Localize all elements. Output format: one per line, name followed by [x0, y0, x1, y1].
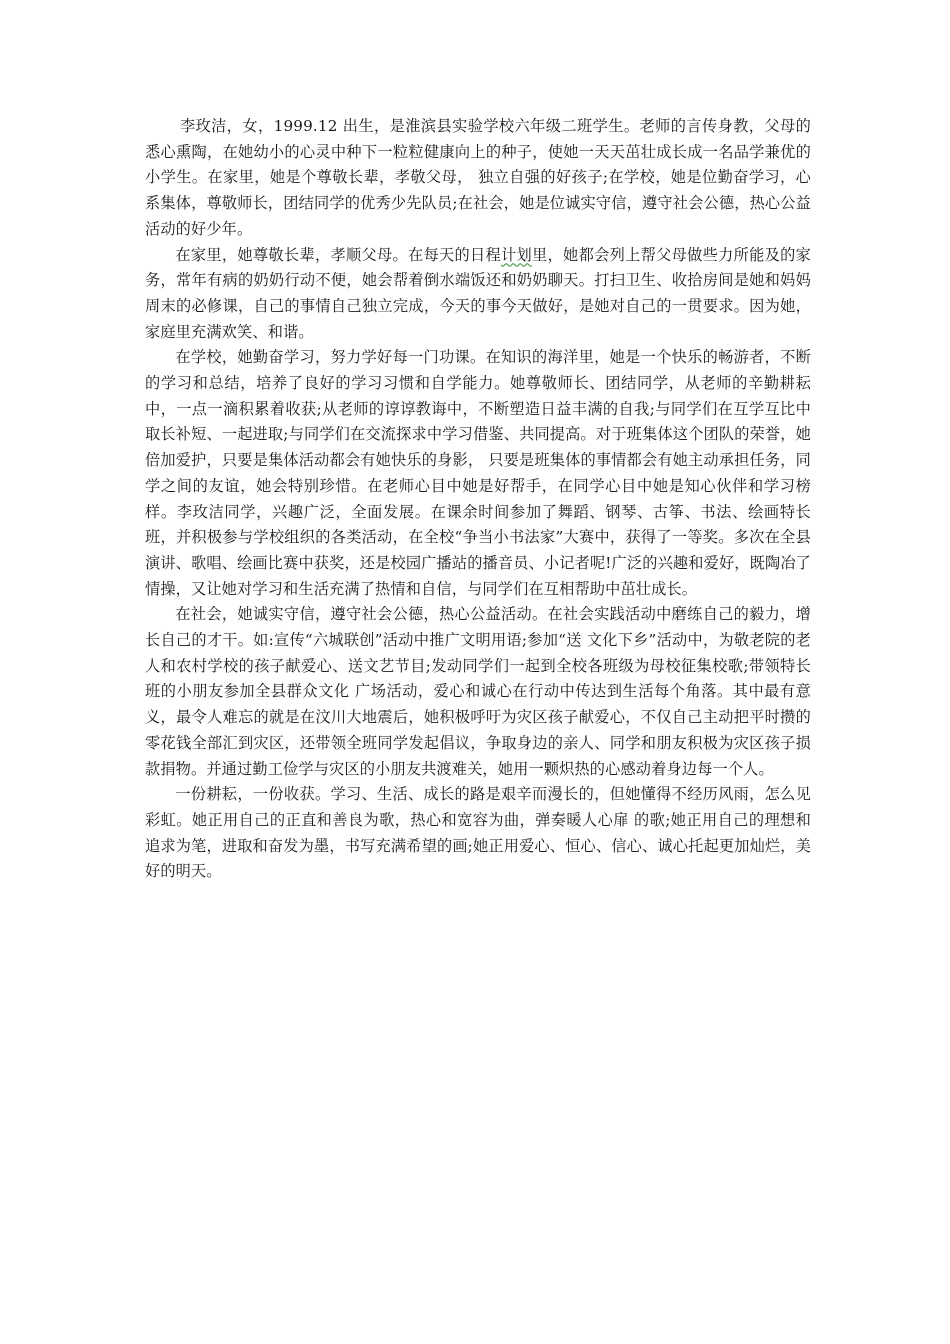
- paragraph-home: [145, 243, 811, 346]
- paragraph-conclusion: 一份耕耘，一份收获。学习、生活、成长的路是艰辛而漫长的，但她懂得不经历风雨，怎么见彩虹。她正用自己的正直和善良为歌，热心和宽容为曲，弹奏暖人心扉 的歌;她正用自己的理想和追求为笔，进取和奋发为墨，书写充满希望的画;她正用爱心、恒心、信心、诚心托起更加灿烂，美好的明天。: [145, 785, 811, 881]
- paragraph-intro: 李玫洁，女，1999.12 出生，是淮滨县实验学校六年级二班学生。老师的言传身教，父母的悉心熏陶，在她幼小的心灵中种下一粒粒健康向上的种子，使她一天天茁壮成长成一名品学兼优的小学生。在家里，她是个尊敬长辈，孝敬父母， 独立自强的好孩子;在学校，她是位勤奋学习，心系集体，尊敬师长，团结同学的优秀少先队员;在社会，她是位诚实守信，遵守社会公德，热心公益活动的好少年。: [145, 117, 811, 238]
- paragraph-home-text-after: 里，她都会列上帮父母做些力所能及的家务，常年有病的奶奶行动不便，她会帮着倒水端饭还和奶奶聊天。打扫卫生、收拾房间是她和妈妈周末的必修课，自己的事情自己独立完成，今天的事今天做好，是她对自己的一贯要求。因为她，家庭里充满欢笑、和谐。: [145, 245, 811, 341]
- paragraph-society: 在社会，她诚实守信，遵守社会公德，热心公益活动。在社会实践活动中磨练自己的毅力，增长自己的才干。如:宣传“六城联创”活动中推广文明用语;参加“送 文化下乡”活动中，为敬老院的老人和农村学校的孩子献爱心、送文艺节目;发动同学们一起到全校各班级为母校征集校歌;带领特长班的小朋友参加全县群众文化 广场活动，爱心和诚心在行动中传达到生活每个角落。其中最有意义，最令人难忘的就是在汶川大地震后，她积极呼吁为灾区孩子献爱心，不仅自己主动把平时攒的 零花钱全部汇到灾区，还带领全班同学发起倡议，争取身边的亲人、同学和朋友积极为灾区孩子损款捐物。并通过勤工俭学与灾区的小朋友共渡难关，她用一颗炽热的心感动着身边每一个人。: [145, 605, 811, 778]
- document-body: [145, 114, 811, 885]
- spellcheck-flagged-word[interactable]: 计划: [501, 245, 533, 264]
- paragraph-home-text-before: 在家里，她尊敬长辈，孝顺父母。在每天的日程: [175, 245, 502, 264]
- paragraph-school: 在学校，她勤奋学习，努力学好每一门功课。在知识的海洋里，她是一个快乐的畅游者，不断的学习和总结，培养了良好的学习习惯和自学能力。她尊敬师长、团结同学，从老师的辛勤耕耘中，一点一滴积累着收获;从老师的谆谆教诲中，不断塑造日益丰满的自我;与同学们在互学互比中取长补短、一起进取;与同学们在交流探求中学习借鉴、共同提高。对于班集体这个团队的荣誉，她倍加爱护，只要是集体活动都会有她快乐的身影， 只要是班集体的事情都会有她主动承担任务，同学之间的友谊，她会特别珍惜。在老师心目中她是好帮手，在同学心目中她是知心伙伴和学习榜样。李玫洁同学，兴趣广泛，全面发展。在课余时间参加了舞蹈、钢琴、古筝、书法、绘画特长班，并积极参与学校组织的各类活动，在全校“争当小书法家”大赛中，获得了一等奖。多次在全县演讲、歌唱、绘画比赛中获奖，还是校园广播站的播音员、小记者呢!广泛的兴趣和爱好，既陶冶了情操，又让她对学习和生活充满了热情和自信，与同学们在互相帮助中茁壮成长。: [145, 348, 811, 598]
